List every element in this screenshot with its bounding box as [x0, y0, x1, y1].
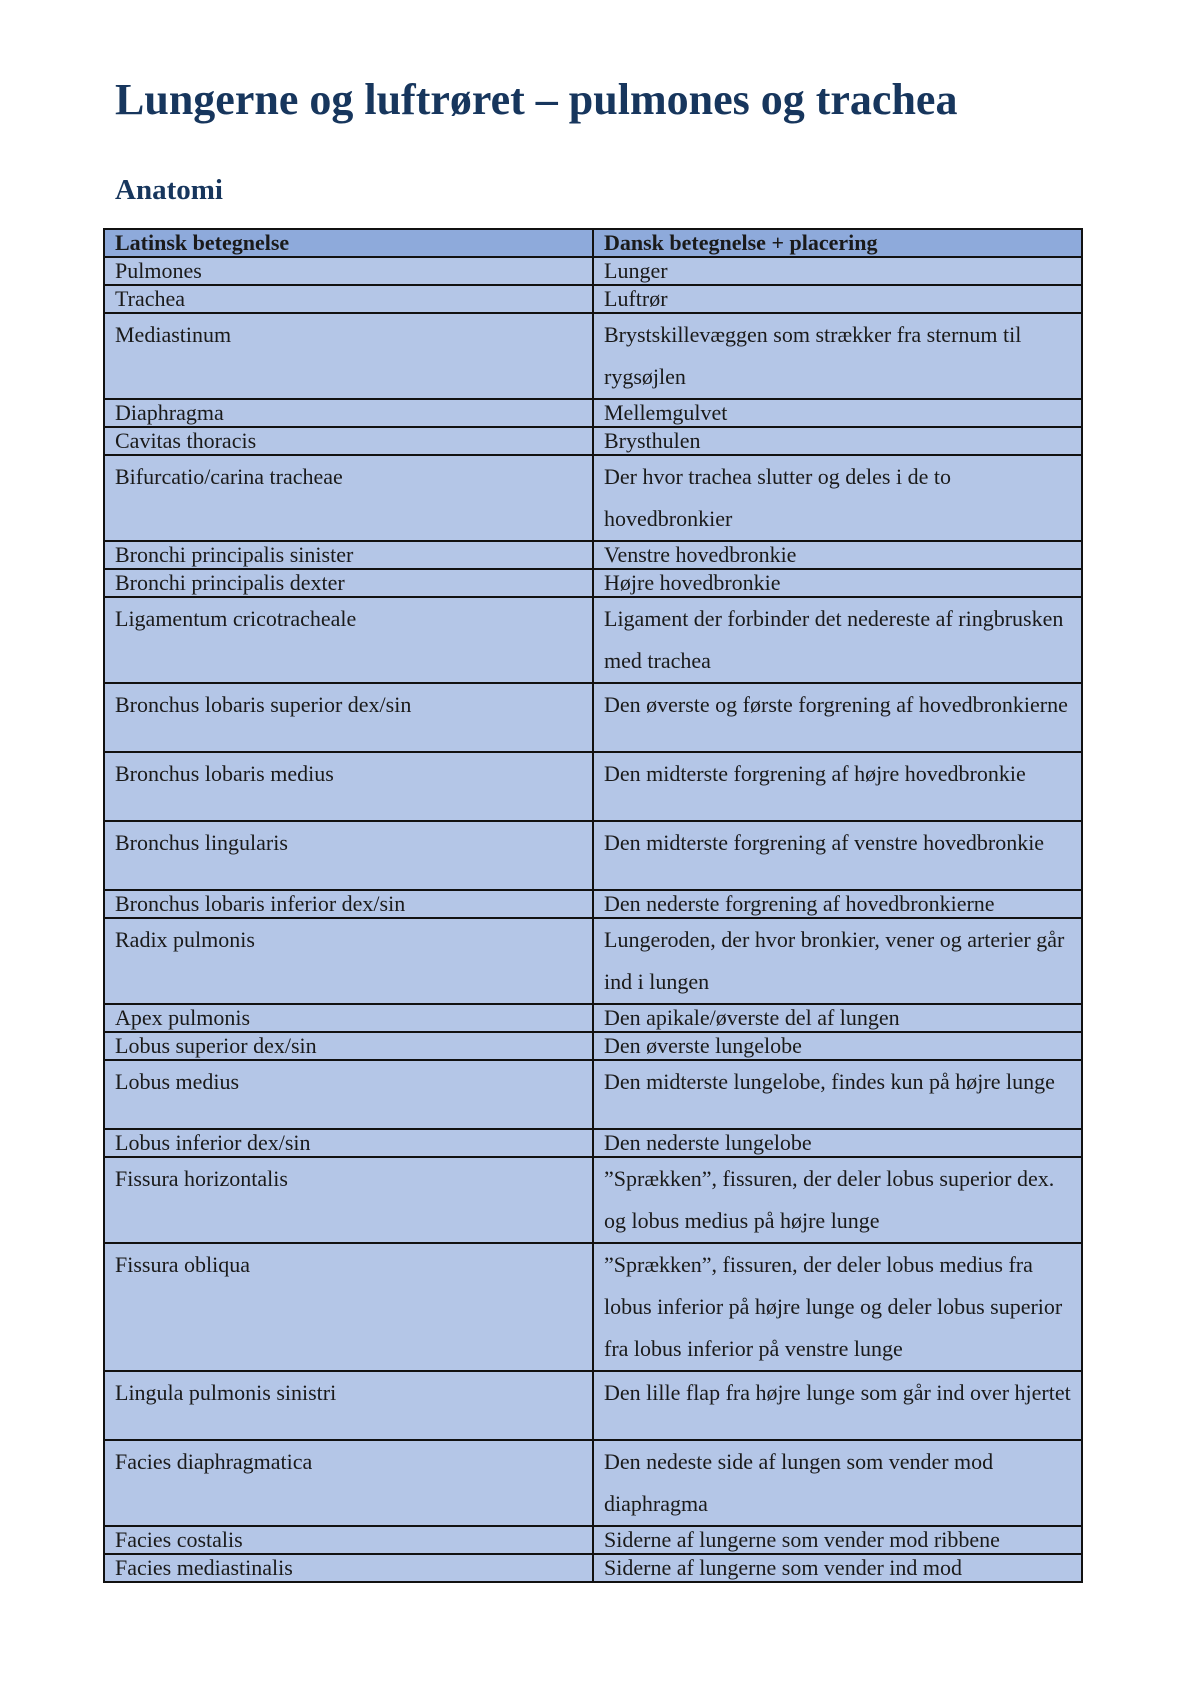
danish-term-cell: Den midterste forgrening af højre hovedbronkie [593, 752, 1082, 821]
latin-term-cell: Bifurcatio/carina tracheae [104, 455, 593, 541]
danish-term-cell: Siderne af lungerne som vender ind mod [593, 1554, 1082, 1582]
danish-term-cell: Mellemgulvet [593, 399, 1082, 427]
section-heading: Anatomi [115, 174, 223, 206]
danish-term-cell: Brystskillevæggen som strækker fra sternum til rygsøjlen [593, 313, 1082, 399]
danish-term-cell: Der hvor trachea slutter og deles i de to hovedbronkier [593, 455, 1082, 541]
table-row [104, 1440, 1082, 1526]
latin-term-cell: Radix pulmonis [104, 918, 593, 1004]
table-row [104, 821, 1082, 890]
danish-term-cell: Den øverste og første forgrening af hovedbronkierne [593, 683, 1082, 752]
latin-term-cell: Bronchus lingularis [104, 821, 593, 890]
danish-term-cell: Højre hovedbronkie [593, 569, 1082, 597]
table-header-row [104, 229, 1082, 257]
latin-term-cell: Bronchus lobaris inferior dex/sin [104, 890, 593, 918]
latin-term-cell: Bronchi principalis dexter [104, 569, 593, 597]
danish-term-cell: Ligament der forbinder det nedereste af ringbrusken med trachea [593, 597, 1082, 683]
danish-term-cell: Brysthulen [593, 427, 1082, 455]
table-row [104, 752, 1082, 821]
table-row [104, 541, 1082, 569]
table-row [104, 918, 1082, 1004]
latin-term-cell: Cavitas thoracis [104, 427, 593, 455]
column-header-latin: Latinsk betegnelse [104, 229, 593, 257]
danish-term-cell: Siderne af lungerne som vender mod ribbene [593, 1526, 1082, 1554]
danish-term-cell: Den midterste lungelobe, findes kun på højre lunge [593, 1060, 1082, 1129]
table-row [104, 890, 1082, 918]
document-title: Lungerne og luftrøret – pulmones og trachea [115, 75, 958, 124]
table-row [104, 1032, 1082, 1060]
danish-term-cell: Den lille flap fra højre lunge som går ind over hjertet [593, 1371, 1082, 1440]
latin-term-cell: Facies mediastinalis [104, 1554, 593, 1582]
table-row [104, 683, 1082, 752]
table-row [104, 597, 1082, 683]
danish-term-cell: Lunger [593, 257, 1082, 285]
latin-term-cell: Apex pulmonis [104, 1004, 593, 1032]
table-row [104, 1526, 1082, 1554]
latin-term-cell: Bronchi principalis sinister [104, 541, 593, 569]
table-row [104, 1554, 1082, 1582]
table-row [104, 313, 1082, 399]
danish-term-cell: Den apikale/øverste del af lungen [593, 1004, 1082, 1032]
danish-term-cell: ”Sprækken”, fissuren, der deler lobus medius fra lobus inferior på højre lunge og deler lobus superior fra lobus inferior på venstre lunge [593, 1243, 1082, 1371]
latin-term-cell: Diaphragma [104, 399, 593, 427]
table-row [104, 1157, 1082, 1243]
danish-term-cell: Luftrør [593, 285, 1082, 313]
danish-term-cell: Den øverste lungelobe [593, 1032, 1082, 1060]
latin-term-cell: Fissura obliqua [104, 1243, 593, 1371]
table-row [104, 399, 1082, 427]
column-header-danish: Dansk betegnelse + placering [593, 229, 1082, 257]
latin-term-cell: Lobus superior dex/sin [104, 1032, 593, 1060]
latin-term-cell: Bronchus lobaris superior dex/sin [104, 683, 593, 752]
table-row [104, 569, 1082, 597]
latin-term-cell: Mediastinum [104, 313, 593, 399]
anatomy-table [103, 228, 1083, 1583]
latin-term-cell: Pulmones [104, 257, 593, 285]
latin-term-cell: Bronchus lobaris medius [104, 752, 593, 821]
danish-term-cell: Den nedeste side af lungen som vender mod diaphragma [593, 1440, 1082, 1526]
table-row [104, 1004, 1082, 1032]
table-row [104, 1243, 1082, 1371]
danish-term-cell: Lungeroden, der hvor bronkier, vener og arterier går ind i lungen [593, 918, 1082, 1004]
danish-term-cell: ”Sprækken”, fissuren, der deler lobus superior dex. og lobus medius på højre lunge [593, 1157, 1082, 1243]
danish-term-cell: Venstre hovedbronkie [593, 541, 1082, 569]
table-row [104, 427, 1082, 455]
latin-term-cell: Facies costalis [104, 1526, 593, 1554]
latin-term-cell: Lobus medius [104, 1060, 593, 1129]
table-row [104, 285, 1082, 313]
latin-term-cell: Lobus inferior dex/sin [104, 1129, 593, 1157]
latin-term-cell: Lingula pulmonis sinistri [104, 1371, 593, 1440]
latin-term-cell: Facies diaphragmatica [104, 1440, 593, 1526]
table-row [104, 257, 1082, 285]
danish-term-cell: Den nederste lungelobe [593, 1129, 1082, 1157]
danish-term-cell: Den midterste forgrening af venstre hovedbronkie [593, 821, 1082, 890]
latin-term-cell: Fissura horizontalis [104, 1157, 593, 1243]
table-row [104, 455, 1082, 541]
danish-term-cell: Den nederste forgrening af hovedbronkierne [593, 890, 1082, 918]
latin-term-cell: Ligamentum cricotracheale [104, 597, 593, 683]
table-row [104, 1129, 1082, 1157]
table-row [104, 1371, 1082, 1440]
table-row [104, 1060, 1082, 1129]
latin-term-cell: Trachea [104, 285, 593, 313]
